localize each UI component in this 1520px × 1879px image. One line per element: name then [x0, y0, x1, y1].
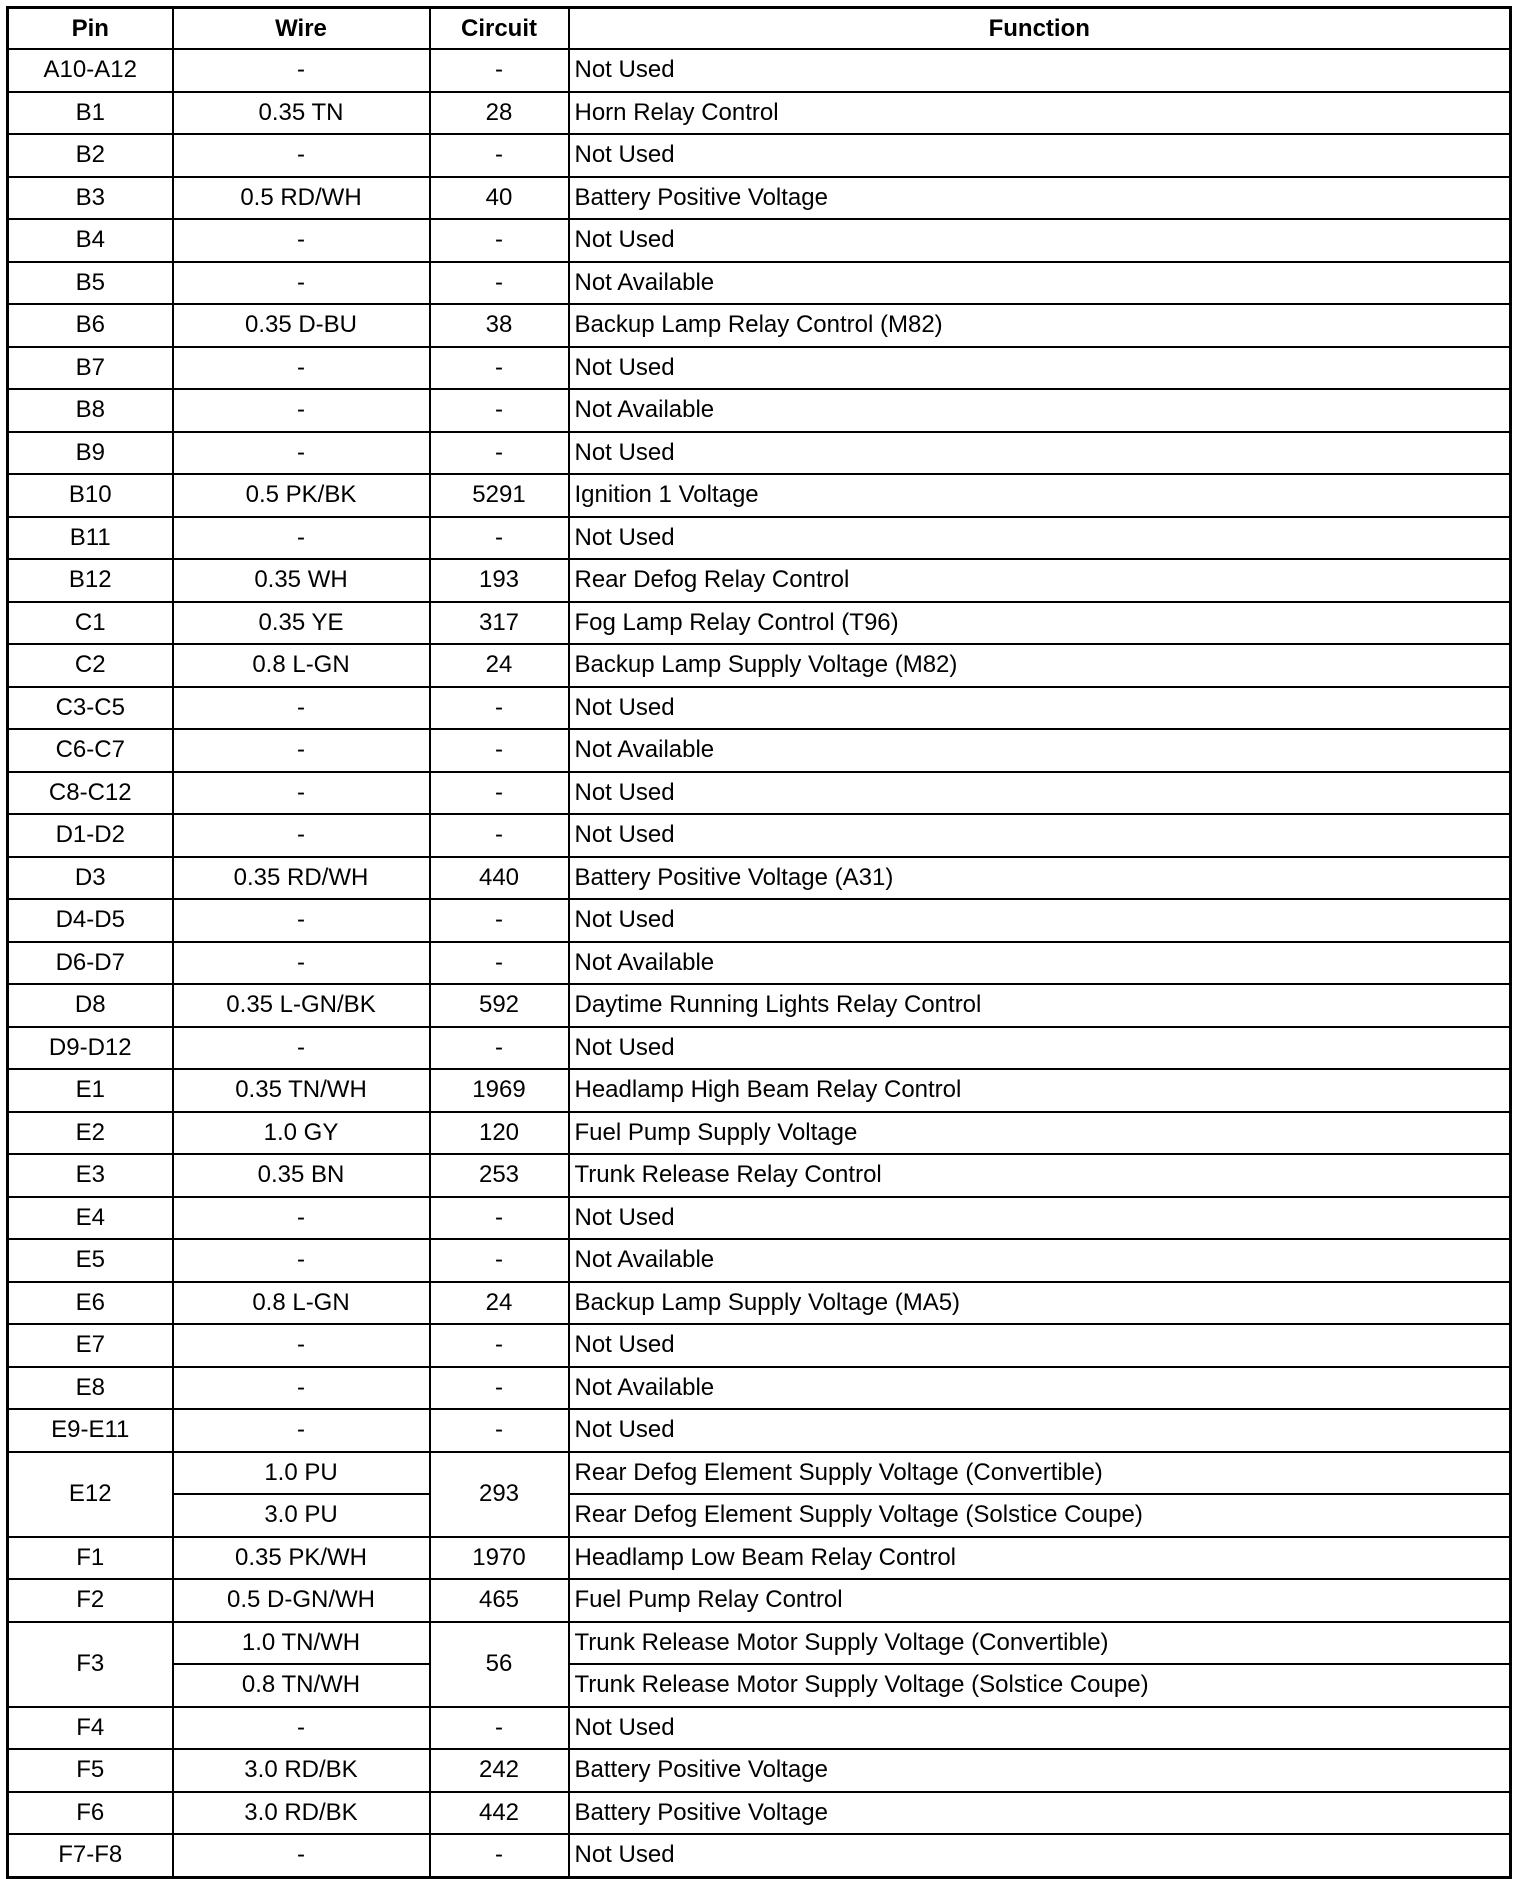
pin-cell: E4	[8, 1197, 173, 1240]
function-cell: Not Used	[569, 517, 1511, 560]
wire-cell: -	[173, 729, 430, 772]
circuit-cell: -	[430, 49, 569, 92]
circuit-cell: -	[430, 687, 569, 730]
table-row	[8, 984, 1511, 1027]
circuit-cell: -	[430, 1367, 569, 1410]
circuit-cell: 317	[430, 602, 569, 645]
wire-cell: 0.5 D-GN/WH	[173, 1579, 430, 1622]
table-row	[8, 134, 1511, 177]
wire-cell: -	[173, 1834, 430, 1877]
circuit-cell: -	[430, 262, 569, 305]
function-cell: Ignition 1 Voltage	[569, 474, 1511, 517]
pin-cell: B1	[8, 92, 173, 135]
wire-cell: 0.35 RD/WH	[173, 857, 430, 900]
wire-cell: -	[173, 942, 430, 985]
pin-cell: B6	[8, 304, 173, 347]
function-cell: Not Used	[569, 1707, 1511, 1750]
table-row	[8, 942, 1511, 985]
circuit-cell: -	[430, 1324, 569, 1367]
table-row	[8, 1367, 1511, 1410]
header-pin: Pin	[8, 8, 173, 50]
table-row	[8, 1154, 1511, 1197]
wire-cell: 0.8 L-GN	[173, 644, 430, 687]
table-row	[8, 899, 1511, 942]
circuit-cell: 40	[430, 177, 569, 220]
wire-cell: -	[173, 1409, 430, 1452]
function-cell: Not Used	[569, 1027, 1511, 1070]
table-row	[8, 1027, 1511, 1070]
table-row	[8, 857, 1511, 900]
wire-cell: -	[173, 49, 430, 92]
wire-cell: 0.35 WH	[173, 559, 430, 602]
function-cell: Not Available	[569, 942, 1511, 985]
table-row	[8, 1452, 1511, 1495]
circuit-cell: -	[430, 1409, 569, 1452]
pin-cell: E8	[8, 1367, 173, 1410]
table-row	[8, 1324, 1511, 1367]
table-row	[8, 517, 1511, 560]
wire-cell: -	[173, 772, 430, 815]
circuit-cell: 5291	[430, 474, 569, 517]
header-row	[8, 8, 1511, 50]
wire-cell: 0.35 TN	[173, 92, 430, 135]
function-cell: Battery Positive Voltage	[569, 1792, 1511, 1835]
circuit-cell: 592	[430, 984, 569, 1027]
table-row	[8, 1622, 1511, 1665]
function-cell: Not Used	[569, 899, 1511, 942]
circuit-cell: 293	[430, 1452, 569, 1537]
table-row	[8, 644, 1511, 687]
table-row	[8, 474, 1511, 517]
table-header	[8, 8, 1511, 50]
table-row	[8, 304, 1511, 347]
pin-cell: B4	[8, 219, 173, 262]
function-cell: Fog Lamp Relay Control (T96)	[569, 602, 1511, 645]
circuit-cell: -	[430, 389, 569, 432]
table-row	[8, 92, 1511, 135]
header-circuit: Circuit	[430, 8, 569, 50]
table-row	[8, 1537, 1511, 1580]
circuit-cell: -	[430, 899, 569, 942]
wire-cell: -	[173, 262, 430, 305]
header-wire: Wire	[173, 8, 430, 50]
circuit-cell: -	[430, 347, 569, 390]
function-cell: Not Available	[569, 389, 1511, 432]
circuit-cell: -	[430, 772, 569, 815]
function-cell: Rear Defog Element Supply Voltage (Convertible)	[569, 1452, 1511, 1495]
pin-cell: E12	[8, 1452, 173, 1537]
table-row	[8, 389, 1511, 432]
pin-cell: C6-C7	[8, 729, 173, 772]
pin-cell: F1	[8, 1537, 173, 1580]
pin-cell: E2	[8, 1112, 173, 1155]
function-cell: Trunk Release Motor Supply Voltage (Convertible)	[569, 1622, 1511, 1665]
wire-cell: -	[173, 1027, 430, 1070]
pin-cell: B3	[8, 177, 173, 220]
wire-cell: -	[173, 814, 430, 857]
wire-cell: -	[173, 432, 430, 475]
table-row	[8, 687, 1511, 730]
pin-cell: F4	[8, 1707, 173, 1750]
function-cell: Trunk Release Relay Control	[569, 1154, 1511, 1197]
function-cell: Not Used	[569, 1324, 1511, 1367]
circuit-cell: -	[430, 729, 569, 772]
wire-cell: 3.0 RD/BK	[173, 1792, 430, 1835]
table-row	[8, 1834, 1511, 1877]
circuit-cell: 1969	[430, 1069, 569, 1112]
function-cell: Not Available	[569, 1239, 1511, 1282]
circuit-cell: -	[430, 219, 569, 262]
pin-cell: C1	[8, 602, 173, 645]
function-cell: Trunk Release Motor Supply Voltage (Solstice Coupe)	[569, 1664, 1511, 1707]
function-cell: Not Used	[569, 1409, 1511, 1452]
function-cell: Rear Defog Element Supply Voltage (Solstice Coupe)	[569, 1494, 1511, 1537]
function-cell: Not Used	[569, 1197, 1511, 1240]
pin-cell: B8	[8, 389, 173, 432]
table-row	[8, 1792, 1511, 1835]
circuit-cell: -	[430, 1707, 569, 1750]
pin-cell: D4-D5	[8, 899, 173, 942]
pin-cell: B10	[8, 474, 173, 517]
circuit-cell: 120	[430, 1112, 569, 1155]
pin-cell: B9	[8, 432, 173, 475]
function-cell: Not Available	[569, 729, 1511, 772]
function-cell: Fuel Pump Supply Voltage	[569, 1112, 1511, 1155]
pin-cell: D8	[8, 984, 173, 1027]
header-function: Function	[569, 8, 1511, 50]
function-cell: Battery Positive Voltage (A31)	[569, 857, 1511, 900]
circuit-cell: -	[430, 1834, 569, 1877]
wire-cell: -	[173, 517, 430, 560]
circuit-cell: -	[430, 517, 569, 560]
pin-cell: C2	[8, 644, 173, 687]
function-cell: Not Available	[569, 1367, 1511, 1410]
circuit-cell: 38	[430, 304, 569, 347]
pin-cell: E3	[8, 1154, 173, 1197]
function-cell: Backup Lamp Relay Control (M82)	[569, 304, 1511, 347]
wire-cell: 3.0 RD/BK	[173, 1749, 430, 1792]
pin-cell: B12	[8, 559, 173, 602]
function-cell: Battery Positive Voltage	[569, 1749, 1511, 1792]
circuit-cell: -	[430, 432, 569, 475]
circuit-cell: 442	[430, 1792, 569, 1835]
wire-cell: 0.8 TN/WH	[173, 1664, 430, 1707]
pin-cell: F2	[8, 1579, 173, 1622]
wire-cell: 1.0 PU	[173, 1452, 430, 1495]
pin-cell: D6-D7	[8, 942, 173, 985]
table-row-continuation	[8, 1494, 1511, 1537]
function-cell: Not Used	[569, 1834, 1511, 1877]
wire-cell: 0.35 D-BU	[173, 304, 430, 347]
pin-cell: E7	[8, 1324, 173, 1367]
pin-cell: D9-D12	[8, 1027, 173, 1070]
pin-cell: B11	[8, 517, 173, 560]
table-row	[8, 1069, 1511, 1112]
circuit-cell: -	[430, 1197, 569, 1240]
pin-cell: F7-F8	[8, 1834, 173, 1877]
table-row	[8, 772, 1511, 815]
pin-cell: F5	[8, 1749, 173, 1792]
pin-cell: A10-A12	[8, 49, 173, 92]
function-cell: Not Used	[569, 772, 1511, 815]
table-row	[8, 1409, 1511, 1452]
wire-cell: -	[173, 347, 430, 390]
pin-cell: D1-D2	[8, 814, 173, 857]
wire-cell: 0.5 RD/WH	[173, 177, 430, 220]
function-cell: Not Used	[569, 134, 1511, 177]
circuit-cell: 440	[430, 857, 569, 900]
function-cell: Headlamp Low Beam Relay Control	[569, 1537, 1511, 1580]
circuit-cell: 193	[430, 559, 569, 602]
function-cell: Headlamp High Beam Relay Control	[569, 1069, 1511, 1112]
table-row	[8, 1239, 1511, 1282]
function-cell: Daytime Running Lights Relay Control	[569, 984, 1511, 1027]
table-row	[8, 432, 1511, 475]
pin-cell: F3	[8, 1622, 173, 1707]
wire-cell: 0.35 L-GN/BK	[173, 984, 430, 1027]
table-row	[8, 1282, 1511, 1325]
wire-cell: 0.5 PK/BK	[173, 474, 430, 517]
circuit-cell: -	[430, 134, 569, 177]
wire-cell: -	[173, 389, 430, 432]
circuit-cell: 28	[430, 92, 569, 135]
circuit-cell: -	[430, 1239, 569, 1282]
function-cell: Horn Relay Control	[569, 92, 1511, 135]
table-row	[8, 262, 1511, 305]
circuit-cell: 24	[430, 644, 569, 687]
circuit-cell: -	[430, 1027, 569, 1070]
table-row	[8, 559, 1511, 602]
table-row	[8, 1197, 1511, 1240]
pin-cell: E9-E11	[8, 1409, 173, 1452]
pin-cell: E1	[8, 1069, 173, 1112]
circuit-cell: 465	[430, 1579, 569, 1622]
wire-cell: 0.35 BN	[173, 1154, 430, 1197]
wire-cell: 1.0 GY	[173, 1112, 430, 1155]
wire-cell: 0.35 TN/WH	[173, 1069, 430, 1112]
wire-cell: 0.8 L-GN	[173, 1282, 430, 1325]
table-row	[8, 814, 1511, 857]
circuit-cell: -	[430, 942, 569, 985]
function-cell: Fuel Pump Relay Control	[569, 1579, 1511, 1622]
table-row	[8, 1579, 1511, 1622]
table-row	[8, 729, 1511, 772]
pin-cell: C8-C12	[8, 772, 173, 815]
circuit-cell: 1970	[430, 1537, 569, 1580]
pin-cell: E6	[8, 1282, 173, 1325]
function-cell: Rear Defog Relay Control	[569, 559, 1511, 602]
table-row-continuation	[8, 1664, 1511, 1707]
wire-cell: 0.35 YE	[173, 602, 430, 645]
table-row	[8, 49, 1511, 92]
wire-cell: 1.0 TN/WH	[173, 1622, 430, 1665]
wire-cell: -	[173, 1324, 430, 1367]
pin-cell: B5	[8, 262, 173, 305]
pin-cell: E5	[8, 1239, 173, 1282]
circuit-cell: -	[430, 814, 569, 857]
function-cell: Not Used	[569, 687, 1511, 730]
pin-cell: B7	[8, 347, 173, 390]
wire-cell: -	[173, 1197, 430, 1240]
wire-cell: -	[173, 899, 430, 942]
function-cell: Not Used	[569, 49, 1511, 92]
wire-cell: 3.0 PU	[173, 1494, 430, 1537]
pin-cell: F6	[8, 1792, 173, 1835]
wire-cell: -	[173, 1707, 430, 1750]
wire-cell: -	[173, 134, 430, 177]
table-body	[8, 49, 1511, 1877]
pin-cell: C3-C5	[8, 687, 173, 730]
circuit-cell: 56	[430, 1622, 569, 1707]
table-row	[8, 219, 1511, 262]
wire-cell: -	[173, 687, 430, 730]
function-cell: Backup Lamp Supply Voltage (MA5)	[569, 1282, 1511, 1325]
circuit-cell: 253	[430, 1154, 569, 1197]
pin-cell: D3	[8, 857, 173, 900]
table-row	[8, 177, 1511, 220]
wire-cell: 0.35 PK/WH	[173, 1537, 430, 1580]
wire-cell: -	[173, 219, 430, 262]
function-cell: Not Used	[569, 219, 1511, 262]
wire-cell: -	[173, 1367, 430, 1410]
wire-cell: -	[173, 1239, 430, 1282]
pin-cell: B2	[8, 134, 173, 177]
function-cell: Not Used	[569, 432, 1511, 475]
circuit-cell: 242	[430, 1749, 569, 1792]
connector-pinout-table	[6, 6, 1512, 1879]
table-row	[8, 1749, 1511, 1792]
function-cell: Not Available	[569, 262, 1511, 305]
table-row	[8, 1112, 1511, 1155]
table-row	[8, 602, 1511, 645]
table-row	[8, 347, 1511, 390]
table-row	[8, 1707, 1511, 1750]
function-cell: Not Used	[569, 814, 1511, 857]
function-cell: Not Used	[569, 347, 1511, 390]
function-cell: Backup Lamp Supply Voltage (M82)	[569, 644, 1511, 687]
function-cell: Battery Positive Voltage	[569, 177, 1511, 220]
circuit-cell: 24	[430, 1282, 569, 1325]
